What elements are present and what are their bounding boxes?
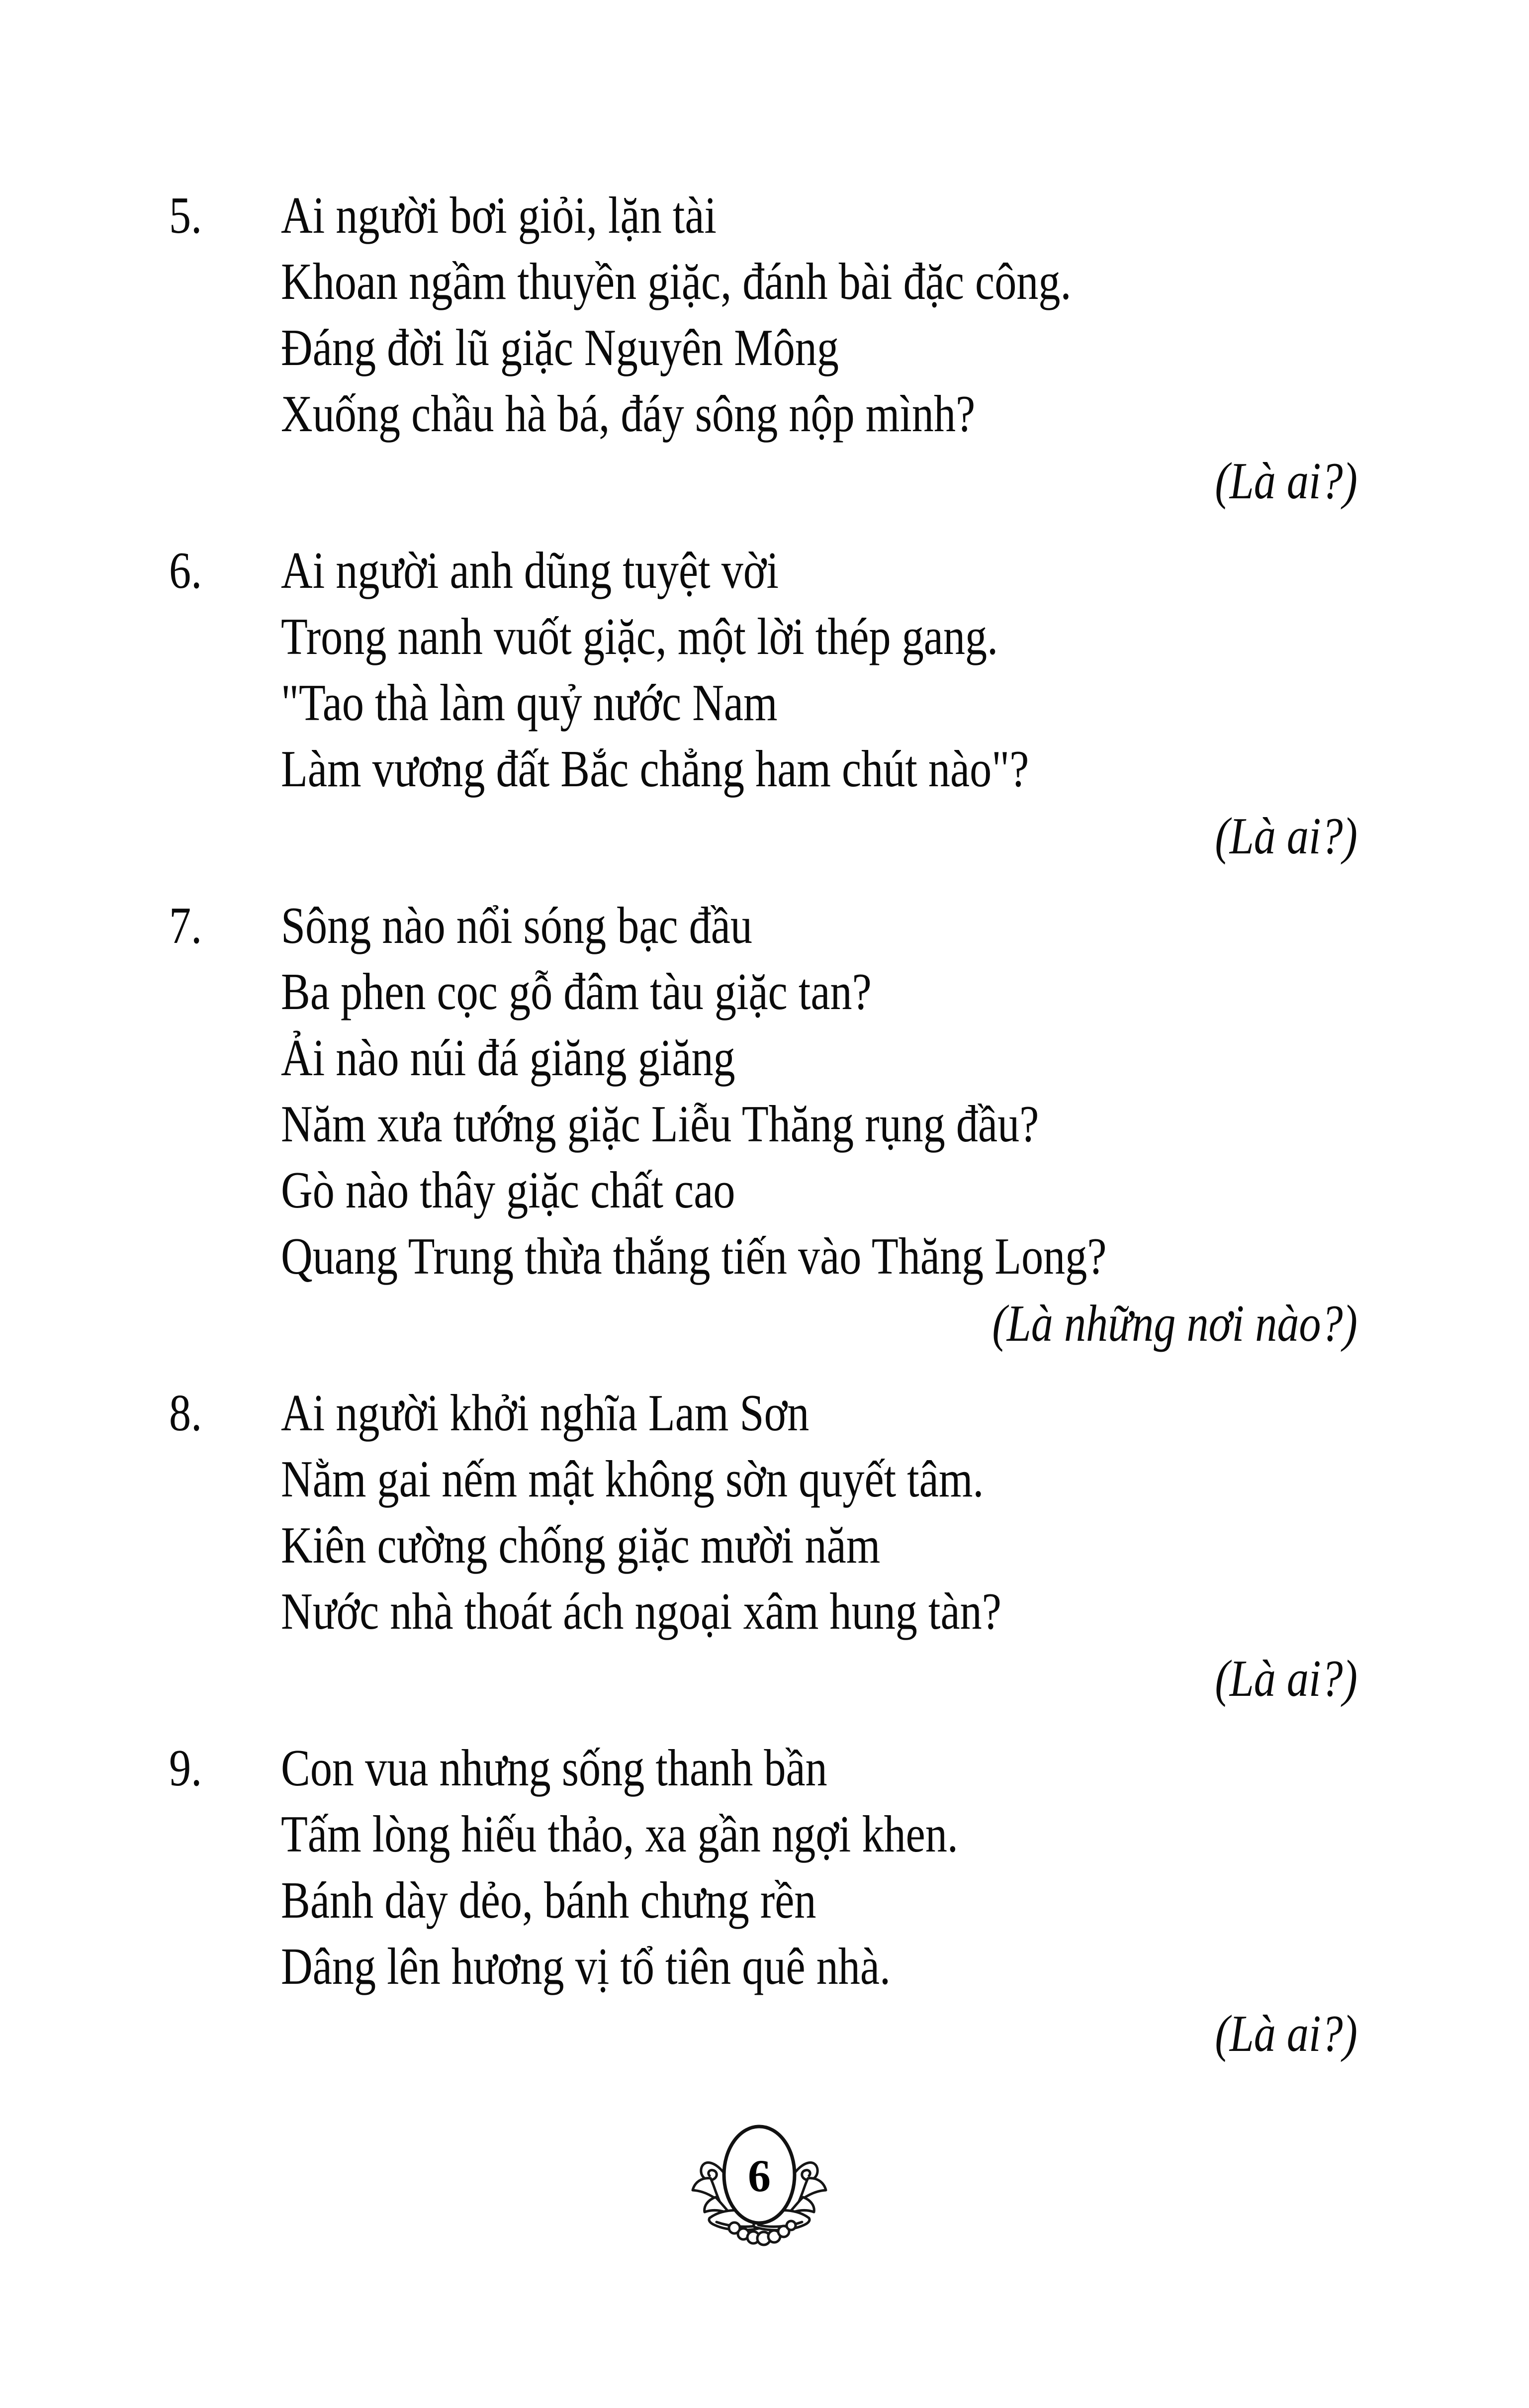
verse-line: Con vua nhưng sống thanh bần: [281, 1739, 827, 1797]
verse-line: Năm xưa tướng giặc Liễu Thăng rụng đầu?: [281, 1095, 1039, 1153]
verse-line: Ai người bơi giỏi, lặn tài: [281, 186, 717, 244]
verse-lines: [281, 1735, 1357, 1999]
verse-line: Trong nanh vuốt giặc, một lời thép gang.: [281, 607, 998, 665]
riddle-number: 6.: [169, 541, 202, 599]
answer-prompt: (Là ai?): [1215, 2004, 1357, 2062]
verse-line: Bánh dày dẻo, bánh chưng rền: [281, 1871, 816, 1929]
answer-prompt: (Là ai?): [1215, 1649, 1357, 1707]
verse-line: Xuống chầu hà bá, đáy sông nộp mình?: [281, 384, 976, 443]
verse-line: Sông nào nổi sóng bạc đầu: [281, 896, 753, 954]
verse-line: Ai người anh dũng tuyệt vời: [281, 541, 779, 599]
answer-prompt: (Là ai?): [1215, 452, 1357, 510]
verse-line: Tấm lòng hiếu thảo, xa gần ngợi khen.: [281, 1805, 958, 1863]
verse-line: Ba phen cọc gỗ đâm tàu giặc tan?: [281, 962, 872, 1020]
page-number-ornament: [680, 2104, 839, 2253]
verse-line: Dâng lên hương vị tổ tiên quê nhà.: [281, 1937, 891, 1995]
riddle-number: 5.: [169, 186, 202, 244]
verse-line: Nằm gai nếm mật không sờn quyết tâm.: [281, 1450, 984, 1508]
riddle-item: [169, 182, 1357, 447]
verse-line: Gò nào thây giặc chất cao: [281, 1161, 735, 1219]
riddle-item: [169, 537, 1357, 802]
riddle-number: 7.: [169, 896, 202, 954]
verse-line: Ai người khởi nghĩa Lam Sơn: [281, 1384, 809, 1442]
verse-lines: [281, 892, 1357, 1289]
ornament-frame-icon: [680, 2104, 839, 2253]
verse-line: Nước nhà thoát ách ngoại xâm hung tàn?: [281, 1582, 1001, 1640]
verse-lines: [281, 537, 1357, 802]
riddle-item: [169, 1735, 1357, 1999]
verse-line: Ải nào núi đá giăng giăng: [281, 1028, 735, 1087]
verse-line: Làm vương đất Bắc chẳng ham chút nào"?: [281, 740, 1029, 798]
verse-line: Khoan ngầm thuyền giặc, đánh bài đặc công.: [281, 252, 1072, 310]
verse-line: Kiên cường chống giặc mười năm: [281, 1516, 881, 1574]
riddle-item: [169, 1380, 1357, 1644]
verse-line: Đáng đời lũ giặc Nguyên Mông: [281, 318, 839, 376]
riddle-item: [169, 892, 1357, 1289]
page-number: 6: [748, 2150, 771, 2201]
riddle-number: 8.: [169, 1384, 202, 1442]
answer-prompt: (Là ai?): [1215, 807, 1357, 865]
verse-lines: [281, 182, 1357, 447]
verse-line: Quang Trung thừa thắng tiến vào Thăng Long?: [281, 1227, 1107, 1285]
answer-prompt: (Là những nơi nào?): [992, 1294, 1357, 1352]
riddle-number: 9.: [169, 1739, 202, 1797]
verse-lines: [281, 1380, 1357, 1644]
verse-line: "Tao thà làm quỷ nước Nam: [281, 673, 778, 732]
